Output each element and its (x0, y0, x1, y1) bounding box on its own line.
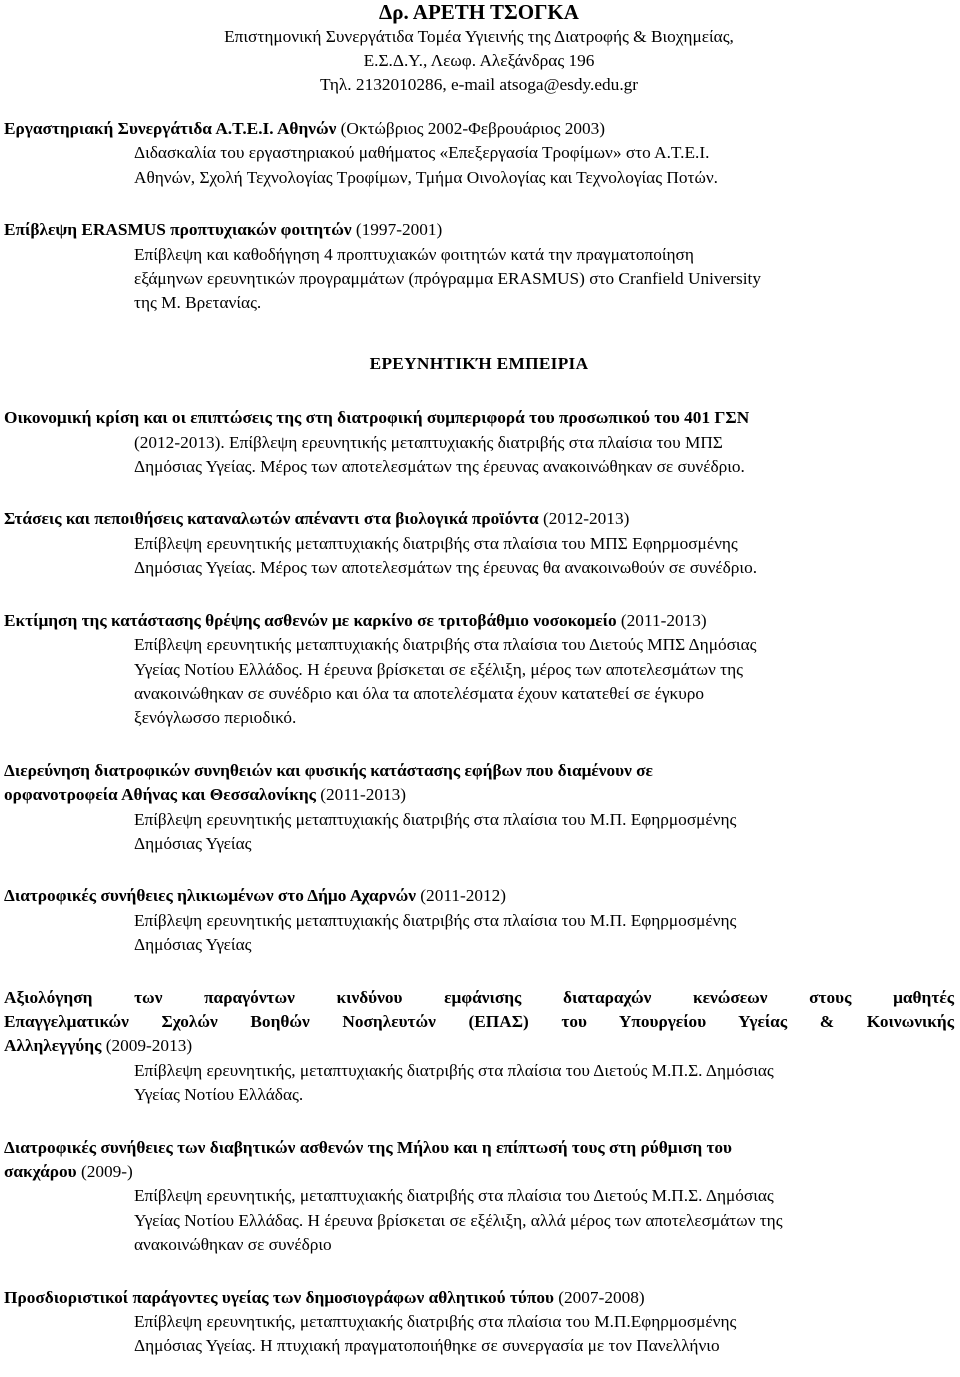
project-desc-line2: Δημόσιας Υγείας (134, 833, 252, 853)
teaching-period: (Οκτώβριος 2002-Φεβρουάριος 2003) (336, 119, 606, 138)
project-period: (2011-2013) (616, 610, 707, 630)
project-entry-3 (4, 609, 954, 731)
project-desc-line2: Δημόσιας Υγείας (134, 935, 252, 955)
project-desc-line2: Δημόσιας Υγείας. Η πτυχιακή πραγματοποιήθηκε σε συνεργασία με τον Πανελλήνιο (134, 1336, 720, 1356)
project-entry-5 (4, 884, 954, 957)
affiliation-line: Επιστημονική Συνεργάτιδα Τομέα Υγιεινής της Διατροφής & Βιοχημείας, (224, 27, 734, 46)
project-period: (2012-2013). (134, 432, 225, 452)
project-period: (2011-2012) (415, 886, 507, 906)
project-title-line2: Επαγγελματικών Σχολών Βοηθών Νοσηλευτών (ΕΠΑΣ) του Υπουργείου Υγείας & Κοινωνικής (4, 1011, 954, 1031)
project-desc-line2: Υγείας Νοτίου Ελλάδος. Η έρευνα βρίσκεται σε εξέλιξη, μέρος των αποτελεσμάτων της (134, 659, 743, 679)
project-desc-line1: Επίβλεψη ερευνητικής, μεταπτυχιακής διατριβής στα πλαίσια του Διετούς Μ.Π.Σ. Δημόσιας (134, 1060, 774, 1080)
teaching-desc-line2: Αθηνών, Σχολή Τεχνολογίας Τροφίμων, Τμήμα Οινολογίας και Τεχνολογίας Ποτών. (134, 167, 718, 187)
project-entry-7 (4, 1136, 954, 1258)
project-title: Οικονομική κρίση και οι επιπτώσεις της στη διατροφική συμπεριφορά του προσωπικού του 401 ΓΣΝ (4, 408, 750, 428)
project-period: (2009-2013) (101, 1036, 193, 1056)
project-desc-line1: Επίβλεψη ερευνητικής μεταπτυχιακής διατριβής στα πλαίσια του ΜΠΣ Εφηρμοσμένης (134, 533, 738, 553)
project-desc-line1: Επίβλεψη ερευνητικής μεταπτυχιακής διατριβής στα πλαίσια του Μ.Π. Εφηρμοσμένης (134, 809, 737, 829)
project-period: (2012-2013) (538, 509, 630, 529)
project-period: (2011-2013) (315, 785, 407, 805)
address-line: Ε.Σ.Δ.Υ., Λεωφ. Αλεξάνδρας 196 (363, 51, 595, 70)
project-desc-line1: Επίβλεψη ερευνητικής μεταπτυχιακής διατριβής στα πλαίσια του ΜΠΣ (224, 432, 723, 452)
project-title-line1: Διατροφικές συνήθειες των διαβητικών ασθενών της Μήλου και η επίπτωσή τους στη ρύθμιση του (4, 1137, 733, 1157)
contact-line: Τηλ. 2132010286, e-mail atsoga@esdy.edu.gr (319, 75, 639, 94)
project-desc-line1: Επίβλεψη ερευνητικής μεταπτυχιακής διατριβής στα πλαίσια του Διετούς ΜΠΣ Δημόσιας (134, 635, 757, 655)
author-name: Δρ. ΑΡΕΤΗ ΤΣΟΓΚΑ (379, 0, 579, 24)
section-title-research: ΕΡΕΥΝΗΤΙΚΉ ΕΜΠΕΙΡΙΑ (369, 353, 589, 373)
project-title-line2: σακχάρου (4, 1162, 77, 1181)
project-entry-1 (4, 406, 954, 479)
project-desc-line2: Υγείας Νοτίου Ελλάδας. (134, 1085, 304, 1105)
teaching-title: Εργαστηριακή Συνεργάτιδα Α.Τ.Ε.Ι. Αθηνών (4, 119, 337, 138)
project-desc-line2: Δημόσιας Υγείας. Μέρος των αποτελεσμάτων της έρευνας ανακοινώθηκαν σε συνέδριο. (134, 457, 745, 477)
project-desc-line3: ανακοινώθηκαν σε συνέδριο (134, 1235, 332, 1255)
project-desc-line4: ξενόγλωσσο περιοδικό. (134, 708, 297, 728)
project-desc-line1: Επίβλεψη ερευνητικής μεταπτυχιακής διατριβής στα πλαίσια του Μ.Π. Εφηρμοσμένης (134, 910, 737, 930)
erasmus-entry (4, 218, 954, 316)
teaching-entry (4, 117, 954, 190)
project-title-line2: ορφανοτροφεία Αθήνας και Θεσσαλονίκης (4, 785, 316, 805)
project-entry-2 (4, 507, 954, 580)
erasmus-title: Επίβλεψη ERASMUS προπτυχιακών φοιτητών (4, 220, 352, 240)
erasmus-desc-line1: Επίβλεψη και καθοδήγηση 4 προπτυχιακών φοιτητών κατά την πραγματοποίηση (134, 244, 694, 264)
project-entry-8 (4, 1286, 954, 1359)
project-entry-6 (4, 986, 954, 1108)
erasmus-period: (1997-2001) (351, 220, 443, 240)
teaching-desc-line1: Διδασκαλία του εργαστηριακού μαθήματος «Επεξεργασία Τροφίμων» στο Α.Τ.Ε.Ι. (134, 143, 710, 163)
project-title: Στάσεις και πεποιθήσεις καταναλωτών απέναντι στα βιολογικά προϊόντα (4, 509, 539, 529)
project-desc-line2: Δημόσιας Υγείας. Μέρος των αποτελεσμάτων της έρευνας θα ανακοινωθούν σε συνέδριο. (134, 558, 758, 578)
project-desc-line2: Υγείας Νοτίου Ελλάδας. Η έρευνα βρίσκεται σε εξέλιξη, αλλά μέρος των αποτελεσμάτων της (134, 1210, 783, 1230)
project-title-line1: Διερεύνηση διατροφικών συνηθειών και φυσικής κατάστασης εφήβων που διαμένουν σε (4, 760, 653, 780)
project-desc-line3: ανακοινώθηκαν σε συνέδριο και όλα τα αποτελέσματα έχουν κατατεθεί σε έγκυρο (134, 683, 705, 703)
project-entry-4 (4, 759, 954, 857)
project-title: Εκτίμηση της κατάστασης θρέψης ασθενών με καρκίνο σε τριτοβάθμιο νοσοκομείο (4, 610, 617, 630)
project-title: Προσδιοριστικοί παράγοντες υγείας των δημοσιογράφων αθλητικού τύπου (4, 1287, 554, 1307)
erasmus-desc-line2: εξάμηνων ερευνητικών προγραμμάτων (πρόγραμμα ERASMUS) στο Cranfield University (134, 269, 761, 289)
erasmus-desc-line3: της Μ. Βρετανίας. (134, 293, 262, 313)
project-title: Διατροφικές συνήθειες ηλικιωμένων στο Δήμο Αχαρνών (4, 886, 416, 906)
project-period: (2007-2008) (553, 1287, 645, 1307)
project-period: (2009-) (76, 1162, 133, 1181)
project-desc-line1: Επίβλεψη ερευνητικής, μεταπτυχιακής διατριβής στα πλαίσια του Μ.Π.Εφηρμοσμένης (134, 1312, 737, 1332)
project-desc-line1: Επίβλεψη ερευνητικής, μεταπτυχιακής διατριβής στα πλαίσια του Διετούς Μ.Π.Σ. Δημόσιας (134, 1186, 774, 1206)
project-title-line1: Αξιολόγηση των παραγόντων κινδύνου εμφάνισης διαταραχών κενώσεων στους μαθητές (4, 987, 954, 1007)
project-title-line3: Αλληλεγγύης (4, 1036, 102, 1056)
